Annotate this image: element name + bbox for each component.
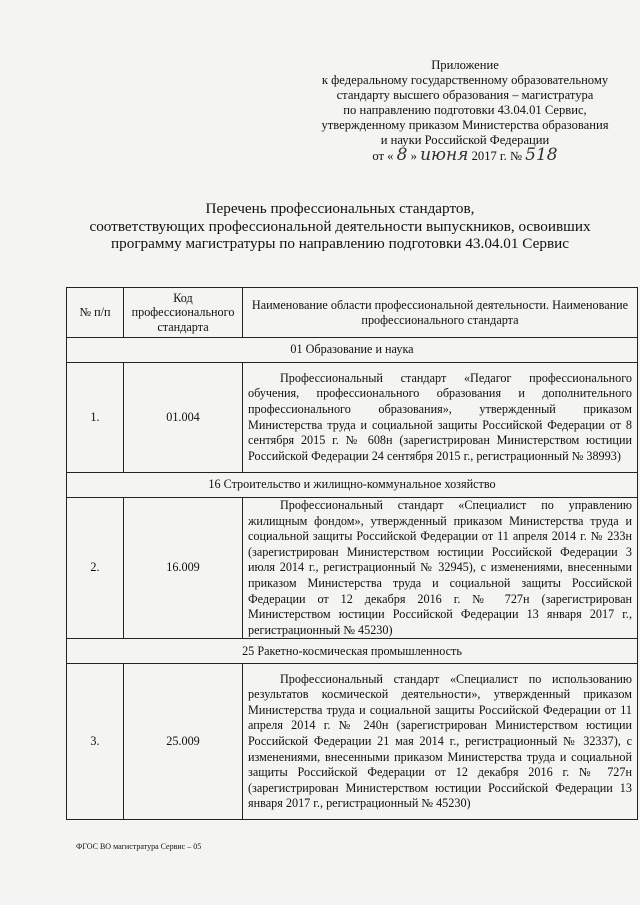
order-number-handwritten: 518	[525, 145, 558, 165]
header-num: № п/п	[67, 288, 124, 338]
appendix-line: и науки Российской Федерации	[380, 133, 550, 147]
header-code: Код профессионального стандарта	[124, 288, 243, 338]
appendix-block	[300, 58, 630, 164]
date-mid: »	[410, 149, 417, 163]
row-code: 25.009	[124, 664, 243, 820]
appendix-line: стандарту высшего образования – магистратура	[336, 88, 594, 102]
row-description-text: Профессиональный стандарт «Специалист по управлению жилищным фондом», утвержденный приказом Министерства труда и социальной защиты Российской Федерации от 11 апреля 2014 г. № 233н (зарегистрирован Министерством юстиции Российской Федерации 3 июля 2014 г., регистрационный № 32945), с изменениями, внесенными приказом Министерства труда и социальной защиты Российской Федерации от 12 декабря 2016 г. № 727н (зарегистрирован Министерством юстиции Российской Федерации 13 января 2017 г., регистрационный № 45230)	[248, 498, 632, 637]
appendix-line: утвержденному приказом Министерства образования	[321, 118, 609, 132]
appendix-line: к федеральному государственному образовательному	[321, 73, 609, 87]
table-row	[67, 363, 638, 473]
title-line: соответствующих профессиональной деятельности выпускников, освоивших	[89, 217, 591, 235]
order-date-line	[300, 145, 630, 165]
row-num: 2.	[67, 498, 124, 639]
date-month-handwritten: июня	[420, 145, 469, 165]
date-day-handwritten: 8	[396, 145, 408, 165]
row-description	[243, 363, 638, 473]
appendix-line: по направлению подготовки 43.04.01 Сервис,	[343, 103, 587, 117]
row-num: 1.	[67, 363, 124, 473]
section-row	[67, 338, 638, 363]
row-description-text: Профессиональный стандарт «Педагог профессионального обучения, профессионального образования и дополнительного профессионального образования», утвержденный приказом Министерства труда и социальной защиты Российской Федерации от 8 сентября 2015 г. № 608н (зарегистрирован Министерством юстиции Российской Федерации 24 сентября 2015 г., регистрационный № 38993)	[248, 370, 632, 463]
section-row	[67, 639, 638, 664]
section-title: 25 Ракетно-космическая промышленность	[67, 639, 638, 664]
row-description	[243, 498, 638, 639]
appendix-heading: Приложение	[431, 58, 499, 72]
standards-table	[66, 287, 638, 820]
document-title	[70, 200, 610, 253]
section-title: 16 Строительство и жилищно-коммунальное хозяйство	[67, 473, 638, 498]
table-header-row	[67, 288, 638, 338]
row-code: 16.009	[124, 498, 243, 639]
title-line: Перечень профессиональных стандартов,	[205, 200, 475, 217]
page-footer: ФГОС ВО магистратура Сервис – 05	[76, 842, 202, 851]
section-row	[67, 473, 638, 498]
date-year: 2017 г. №	[471, 149, 522, 163]
table-row	[67, 664, 638, 820]
row-description-text: Профессиональный стандарт «Специалист по использованию результатов космической деятельности», утвержденный приказом Министерства труда и социальной защиты Российской Федерации от 11 апреля 2014 г. № 240н (зарегистрирован Министерством юстиции Российской Федерации 21 мая 2014 г., регистрационный № 32337), с изменениями, внесенными приказом Министерства труда и социальной защиты Российской Федерации от 12 декабря 2016 г. № 727н (зарегистрирован Министерством юстиции Российской Федерации 13 января 2017 г., регистрационный № 45230)	[248, 671, 632, 811]
section-title: 01 Образование и наука	[67, 338, 638, 363]
table-row	[67, 498, 638, 639]
row-num: 3.	[67, 664, 124, 820]
row-code: 01.004	[124, 363, 243, 473]
date-prefix: от «	[372, 149, 394, 163]
header-name: Наименование области профессиональной деятельности. Наименование профессионального стандарта	[243, 288, 638, 338]
row-description	[243, 664, 638, 820]
title-line: программу магистратуры по направлению подготовки 43.04.01 Сервис	[111, 235, 569, 252]
